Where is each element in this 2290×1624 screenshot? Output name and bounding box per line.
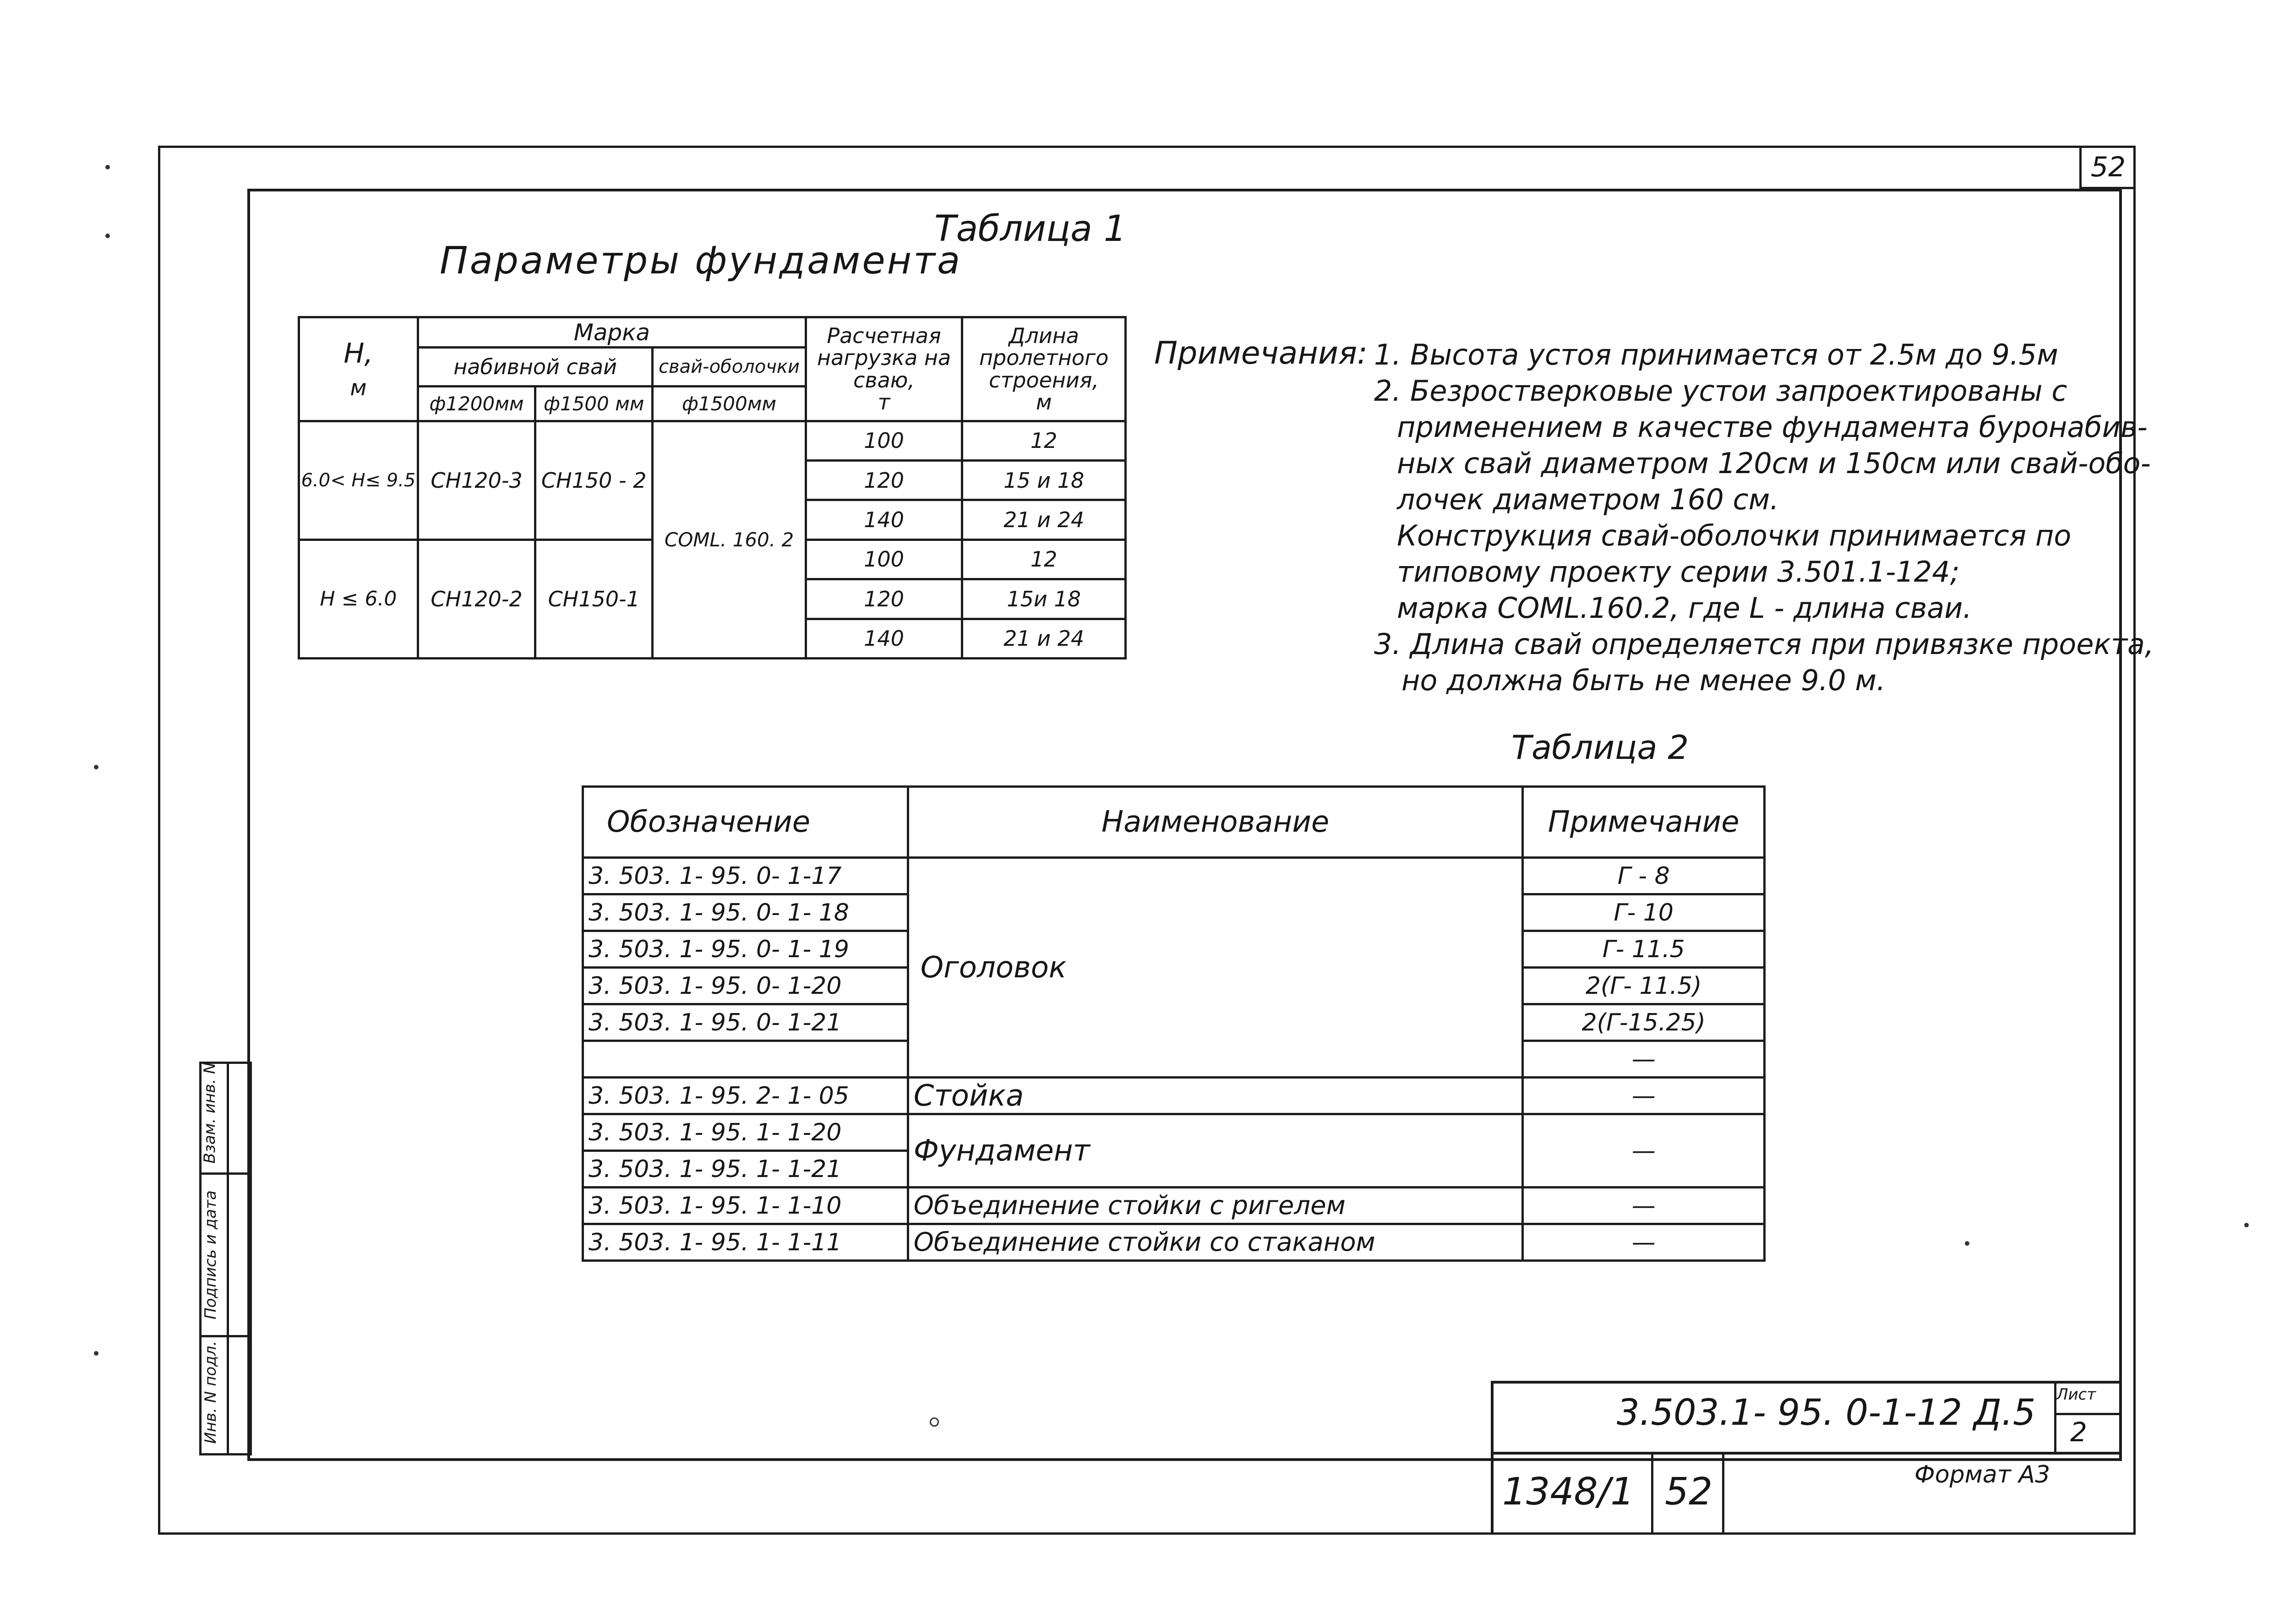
span-header: Длина пролетного строения, м bbox=[962, 317, 1126, 421]
load-cell: 140 bbox=[806, 500, 962, 540]
scan-speck bbox=[1965, 1241, 1969, 1246]
header-note: Примечание bbox=[1523, 787, 1765, 858]
name-cell: Стойка bbox=[908, 1078, 1523, 1114]
code-cell: 3. 503. 1- 95. 0- 1-21 bbox=[583, 1004, 908, 1041]
span-cell: 15 и 18 bbox=[962, 460, 1126, 500]
name-cell: Объединение стойки с ригелем bbox=[908, 1188, 1523, 1224]
note-cell: — bbox=[1523, 1224, 1765, 1261]
page-number: 52 bbox=[2090, 151, 2126, 183]
sheet-divider-h bbox=[2054, 1413, 2122, 1415]
header-name: Наименование bbox=[908, 787, 1523, 858]
stamp-sign: Подпись и дата bbox=[202, 1190, 220, 1319]
load-cell: 140 bbox=[806, 619, 962, 658]
sheet-label: Лист bbox=[2056, 1385, 2096, 1404]
load-header: Расчетная нагрузка на сваю, т bbox=[806, 317, 962, 421]
span-cell: 15и 18 bbox=[962, 579, 1126, 619]
code-cell: 3. 503. 1- 95. 0- 1- 18 bbox=[583, 894, 908, 931]
note-cell: — bbox=[1523, 1078, 1765, 1114]
h-range-2: Н ≤ 6.0 bbox=[299, 540, 418, 658]
note-line: 3. Длина свай определяется при привязке проекта, bbox=[1374, 627, 2154, 661]
code-cell: 3. 503. 1- 95. 1- 1-20 bbox=[583, 1114, 908, 1151]
code-cell: 3. 503. 1- 95. 1- 1-10 bbox=[583, 1188, 908, 1224]
code-cell: 3. 503. 1- 95. 0- 1-17 bbox=[583, 858, 908, 894]
table2-caption: Таблица 2 bbox=[1511, 728, 1689, 767]
shell-pile: COML. 160. 2 bbox=[653, 421, 806, 658]
pile-1500-2: СН150-1 bbox=[535, 540, 653, 658]
span-cell: 21 и 24 bbox=[962, 500, 1126, 540]
scan-speck bbox=[2244, 1223, 2249, 1227]
span-cell: 21 и 24 bbox=[962, 619, 1126, 658]
foundation-parameters-table bbox=[298, 316, 1127, 659]
note-line: 1. Высота устоя принимается от 2.5м до 9.5м bbox=[1374, 338, 2058, 371]
pile-1200-1: СН120-3 bbox=[418, 421, 535, 540]
sheet-number: 2 bbox=[2070, 1417, 2087, 1448]
scan-speck bbox=[105, 234, 110, 238]
shell-piles-header: свай-оболочки bbox=[653, 348, 806, 386]
note-line: марка COML.160.2, где L - длина сваи. bbox=[1397, 591, 1972, 625]
load-cell: 100 bbox=[806, 421, 962, 460]
scan-speck bbox=[105, 165, 110, 169]
note-cell: 2(Г- 11.5) bbox=[1523, 968, 1765, 1004]
note-line: типовому проекту серии 3.501.1-124; bbox=[1397, 555, 1960, 589]
h-header: Н, м bbox=[299, 317, 418, 421]
load-cell: 100 bbox=[806, 540, 962, 579]
span-cell: 12 bbox=[962, 540, 1126, 579]
note-cell: 2(Г-15.25) bbox=[1523, 1004, 1765, 1041]
note-line: применением в качестве фундамента буронабив- bbox=[1397, 410, 2148, 444]
code-cell: 3. 503. 1- 95. 0- 1- 19 bbox=[583, 931, 908, 968]
marka-header: Марка bbox=[418, 317, 806, 348]
scan-speck bbox=[930, 1417, 939, 1427]
note-line: лочек диаметром 160 см. bbox=[1397, 483, 1779, 516]
code-cell: 3. 503. 1- 95. 2- 1- 05 bbox=[583, 1078, 908, 1114]
d1500-shell-header: ф1500мм bbox=[653, 386, 806, 421]
note-cell: — bbox=[1523, 1188, 1765, 1224]
name-fundament: Фундамент bbox=[908, 1114, 1523, 1188]
documents-table bbox=[582, 785, 1766, 1262]
pile-1200-2: СН120-2 bbox=[418, 540, 535, 658]
archive-number: 1348/1 bbox=[1502, 1470, 1635, 1514]
note-line: но должна быть не менее 9.0 м. bbox=[1401, 664, 1886, 697]
format-label: Формат А3 bbox=[1914, 1461, 2050, 1488]
name-ogolovok: Оголовок bbox=[908, 858, 1523, 1078]
load-cell: 120 bbox=[806, 460, 962, 500]
note-cell: Г - 8 bbox=[1523, 858, 1765, 894]
note-line: Конструкция свай-оболочки принимается по bbox=[1397, 519, 2072, 552]
load-cell: 120 bbox=[806, 579, 962, 619]
note-cell: — bbox=[1523, 1041, 1765, 1078]
scan-speck bbox=[94, 765, 98, 769]
table1-title: Параметры фундамента bbox=[440, 239, 962, 283]
stamp-vzam: Взам. инв. N bbox=[201, 1062, 219, 1164]
note-line: ных свай диаметром 120см и 150см или свай-обо- bbox=[1397, 447, 2151, 480]
header-code: Обозначение bbox=[583, 787, 908, 858]
code-cell: 3. 503. 1- 95. 1- 1-11 bbox=[583, 1224, 908, 1261]
code-cell: 3. 503. 1- 95. 0- 1-20 bbox=[583, 968, 908, 1004]
stamp-inv: Инв. N подл. bbox=[202, 1341, 220, 1444]
side-stamp-divider bbox=[227, 1062, 229, 1455]
archive-divider bbox=[1651, 1452, 1653, 1534]
bored-piles-header: набивной свай bbox=[418, 348, 652, 386]
span-cell: 12 bbox=[962, 421, 1126, 460]
h-range-1: 6.0< Н≤ 9.5 bbox=[299, 421, 418, 540]
scan-speck bbox=[94, 1351, 98, 1356]
note-line: 2. Безростверковые устои запроектированы с bbox=[1374, 374, 2067, 408]
note-cell: — bbox=[1523, 1114, 1765, 1188]
d1500-header: ф1500 мм bbox=[535, 386, 653, 421]
note-cell: Г- 11.5 bbox=[1523, 931, 1765, 968]
code-cell bbox=[583, 1041, 908, 1078]
title-block-top bbox=[1491, 1381, 2122, 1384]
d1200-header: ф1200мм bbox=[418, 386, 535, 421]
table1-caption: Таблица 1 bbox=[934, 208, 1127, 250]
code-cell: 3. 503. 1- 95. 1- 1-21 bbox=[583, 1151, 908, 1188]
archive-page: 52 bbox=[1665, 1470, 1713, 1514]
title-block-mid bbox=[1491, 1452, 2122, 1455]
notes-label: Примечания: bbox=[1154, 335, 1368, 371]
document-code: 3.503.1- 95. 0-1-12 Д.5 bbox=[1617, 1392, 2036, 1433]
note-cell: Г- 10 bbox=[1523, 894, 1765, 931]
title-block-left bbox=[1491, 1381, 1494, 1534]
pile-1500-1: СН150 - 2 bbox=[535, 421, 653, 540]
name-cell: Объединение стойки со стаканом bbox=[908, 1224, 1523, 1261]
archive-divider bbox=[1722, 1452, 1724, 1534]
